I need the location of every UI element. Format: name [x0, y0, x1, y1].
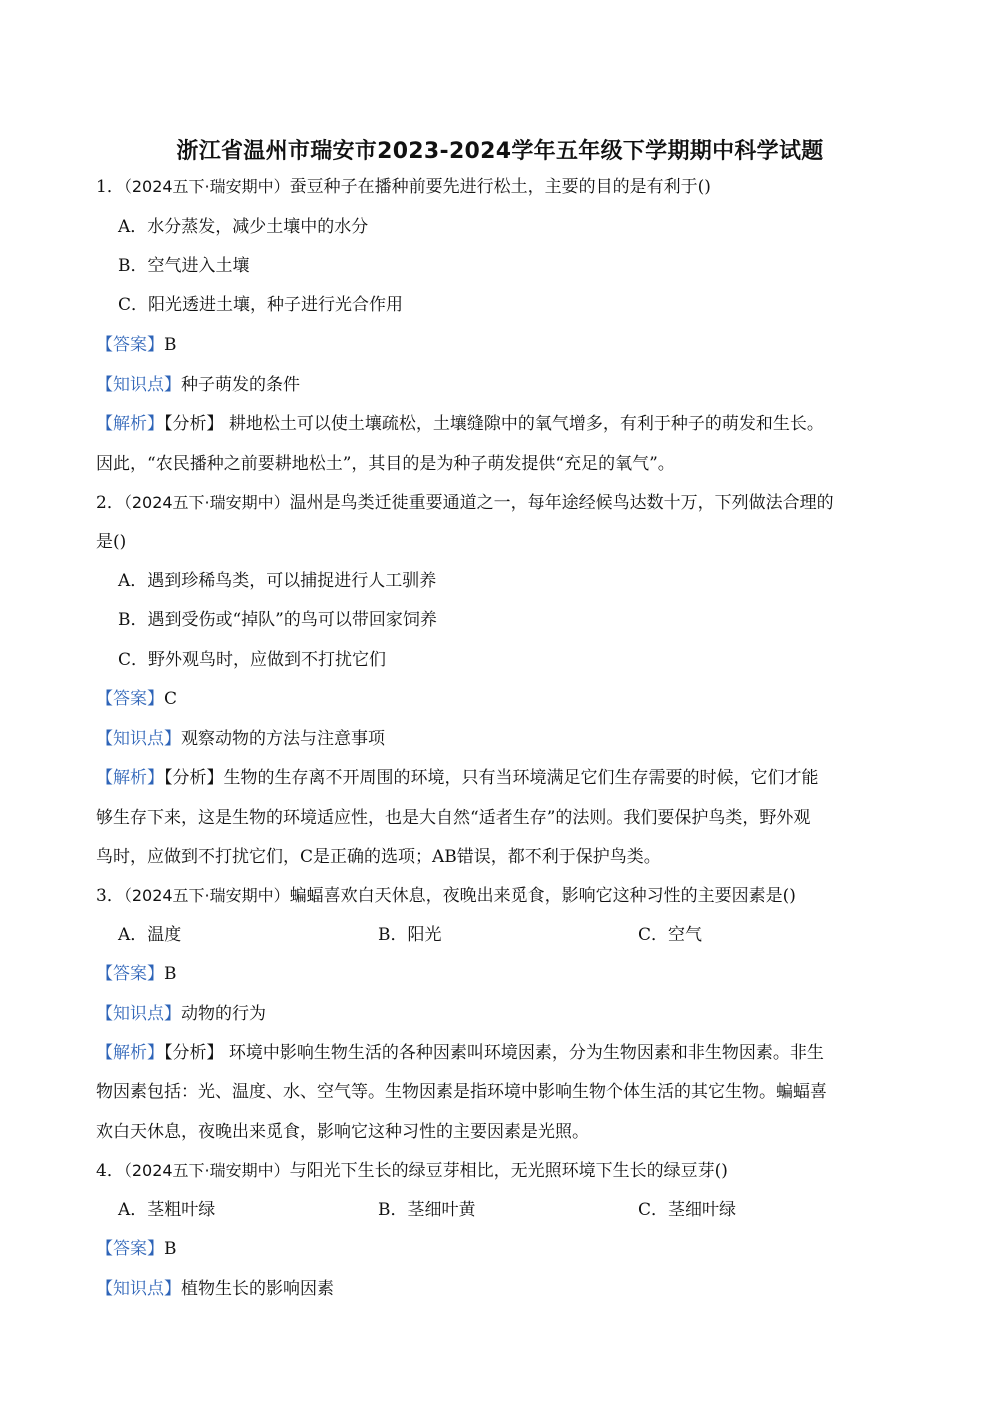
question-2-analysis-cont: 鸟时，应做到不打扰它们，C是正确的选项；AB错误，都不利于保护鸟类。: [96, 847, 661, 867]
question-number: 3．: [96, 886, 124, 906]
question-1-option-b: B．空气进入土壤: [118, 256, 250, 276]
answer-value: B: [164, 335, 177, 355]
question-2-analysis-cont: 够生存下来，这是生物的环境适应性，也是大自然“适者生存”的法则。我们要保护鸟类，野外观: [96, 808, 811, 828]
question-3-option-b: B．阳光: [378, 925, 442, 945]
question-source: （2024五下·瑞安期中）: [123, 886, 290, 905]
question-1-knowledge: [96, 370, 300, 400]
question-source: （2024五下·瑞安期中）: [123, 493, 290, 512]
question-2-stem-cont: 是(): [96, 532, 127, 552]
question-2-option-c: C．野外观鸟时，应做到不打扰它们: [118, 650, 387, 670]
question-2-option-b: B．遇到受伤或“掉队”的鸟可以带回家饲养: [118, 610, 437, 630]
knowledge-value: 种子萌发的条件: [181, 375, 300, 395]
analysis-tag: 【解析】: [96, 414, 164, 434]
question-2-stem: [96, 488, 834, 518]
question-number: 2．: [96, 493, 124, 513]
question-2-answer: [96, 684, 177, 714]
question-3-option-c: C．空气: [638, 925, 703, 945]
knowledge-tag: 【知识点】: [96, 375, 181, 395]
knowledge-value: 观察动物的方法与注意事项: [181, 729, 385, 749]
analysis-text: 【分析】生物的生存离不开周围的环境，只有当环境满足它们生存需要的时候，它们才能: [164, 768, 819, 788]
analysis-tag: 【解析】: [96, 768, 164, 788]
question-number: 4．: [96, 1161, 124, 1181]
question-2-knowledge: [96, 724, 385, 754]
page-title: 浙江省温州市瑞安市2023-2024学年五年级下学期期中科学试题: [176, 139, 824, 164]
analysis-text: 【分析】 耕地松土可以使土壤疏松，土壤缝隙中的氧气增多，有利于种子的萌发和生长。: [164, 414, 824, 434]
question-2-option-a: A．遇到珍稀鸟类，可以捕捉进行人工驯养: [118, 571, 437, 591]
answer-value: B: [164, 1239, 177, 1259]
question-3-analysis: [96, 1038, 824, 1068]
knowledge-tag: 【知识点】: [96, 1004, 181, 1024]
question-1-option-a: A．水分蒸发，减少土壤中的水分: [118, 217, 369, 237]
question-number: 1．: [96, 177, 124, 197]
question-1-option-c: C．阳光透进土壤，种子进行光合作用: [118, 295, 404, 315]
question-1-analysis-cont: 因此，“农民播种之前要耕地松土”，其目的是为种子萌发提供“充足的氧气”。: [96, 454, 675, 474]
answer-tag: 【答案】: [96, 1239, 164, 1259]
question-4-option-c: C．茎细叶绿: [638, 1200, 737, 1220]
question-4-knowledge: [96, 1274, 334, 1304]
question-4-option-b: B．茎细叶黄: [378, 1200, 476, 1220]
knowledge-value: 植物生长的影响因素: [181, 1279, 334, 1299]
question-text: 温州是鸟类迁徙重要通道之一，每年途经候鸟达数十万，下列做法合理的: [289, 493, 834, 513]
question-3-answer: [96, 959, 177, 989]
knowledge-tag: 【知识点】: [96, 729, 181, 749]
answer-tag: 【答案】: [96, 689, 164, 709]
analysis-tag: 【解析】: [96, 1043, 164, 1063]
question-4-answer: [96, 1234, 177, 1264]
question-3-analysis-cont: 欢白天休息，夜晚出来觅食，影响它这种习性的主要因素是光照。: [96, 1122, 589, 1142]
question-3-stem: [96, 881, 796, 911]
question-4-option-a: A．茎粗叶绿: [118, 1200, 216, 1220]
answer-value: B: [164, 964, 177, 984]
question-3-knowledge: [96, 999, 266, 1029]
question-1-answer: [96, 330, 177, 360]
question-text: 蚕豆种子在播种前要先进行松土，主要的目的是有利于(): [289, 177, 711, 197]
question-2-analysis: [96, 763, 819, 793]
question-text: 蝙蝠喜欢白天休息，夜晚出来觅食，影响它这种习性的主要因素是(): [289, 886, 796, 906]
question-source: （2024五下·瑞安期中）: [123, 177, 290, 196]
knowledge-value: 动物的行为: [181, 1004, 266, 1024]
answer-value: C: [164, 689, 178, 709]
question-4-stem: [96, 1156, 728, 1186]
question-3-option-a: A．温度: [118, 925, 182, 945]
question-1-analysis: [96, 409, 824, 439]
question-3-analysis-cont: 物因素包括：光、温度、水、空气等。生物因素是指环境中影响生物个体生活的其它生物。蝙蝠喜: [96, 1082, 827, 1102]
question-1-stem: [96, 172, 711, 202]
answer-tag: 【答案】: [96, 335, 164, 355]
question-text: 与阳光下生长的绿豆芽相比，无光照环境下生长的绿豆芽(): [289, 1161, 728, 1181]
knowledge-tag: 【知识点】: [96, 1279, 181, 1299]
analysis-text: 【分析】 环境中影响生物生活的各种因素叫环境因素，分为生物因素和非生物因素。非生: [164, 1043, 824, 1063]
question-source: （2024五下·瑞安期中）: [123, 1161, 290, 1180]
answer-tag: 【答案】: [96, 964, 164, 984]
